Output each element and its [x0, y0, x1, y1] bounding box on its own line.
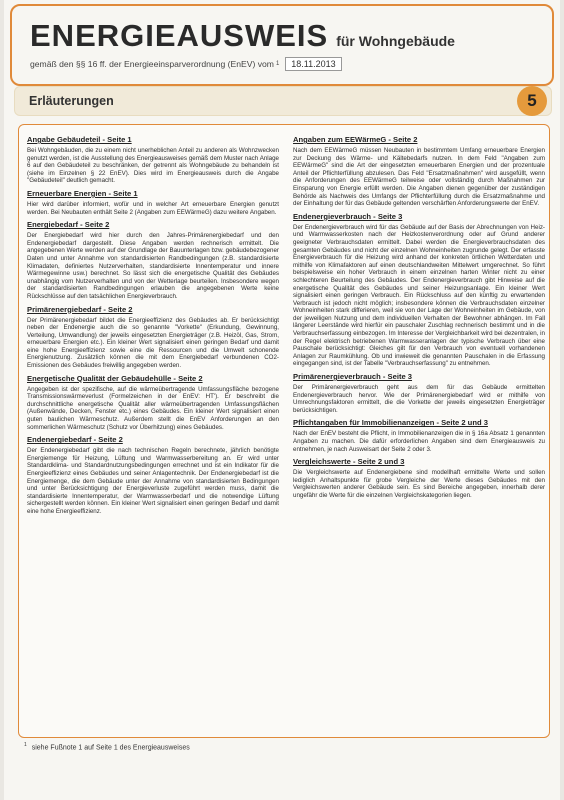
section-heading: Primärenergiebedarf - Seite 2	[27, 304, 133, 314]
section-text: Hier wird darüber informiert, wofür und in welcher Art erneuerbare Energien genutzt werden. Bei Neubauten enthält Seite 2 (Angaben zum EEWärmeG) dazu weitere Angaben.	[27, 200, 279, 216]
section-heading: Angabe Gebäudeteil - Seite 1	[27, 135, 132, 144]
section-text: Der Endenergieverbrauch wird für das Gebäude auf der Basis der Abrechnungen von Heiz- und Warmwasserkosten nach der Heizkostenverordnung oder auf Grund anderer geeigneter Verbrauchsdaten ermittelt. Dabei werden die Energieverbrauchsdaten des gesamten Gebäudes und nicht der einzelnen Wohneinheiten zugrunde gelegt. Der erfasste Energieverbrauch für die Heizung wird anhand der konkreten örtlichen Wetterdaten und mithilfe von Klimafaktoren auf einen deutschlandweiten Mittelwert umgerechnet. So führt beispielsweise ein hoher Verbrauch in einem einzelnen harten Winter nicht zu einer schlechteren Beurteilung des Gebäudes. Der Endenergieverbrauch gibt Hinweise auf die energetische Qualität des Gebäudes und seiner Heizungsanlage. Ein kleiner Wert signalisiert einen geringen Verbrauch. Ein Rückschluss auf den künftig zu erwartenden Verbrauch ist jedoch nicht möglich; insbesondere können die Verbrauchsdaten einzelner Wohneinheiten stark differieren, weil sie von der Lage der Wohneinheiten im Gebäude, von der jeweiligen Nutzung und dem individuellen Verhalten der Bewohner abhängen. Im Fall längerer Leerstände wird hierfür ein pauschaler Zuschlag rechnerisch bestimmt und in die Verbrauchserfassung einbezogen. Im Interesse der Vergleichbarkeit wird bei dezentralen, in der Regel elektrisch betriebenen Warmwasseranlagen der typische Verbrauch über eine Pauschale berücksichtigt: Gleiches gilt für den Verbrauch von eventuell vorhandenen Anlagen zur Raumkühlung. Ob und inwieweit die genannten Pauschalen in die Erfassung eingegangen sind, ist der Tabelle "Verbrauchserfassung" zu entnehmen.	[293, 223, 545, 368]
section-text: Der Endenergiebedarf gibt die nach technischen Regeln berechnete, jährlich benötigte Energiemenge für Heizung, Lüftung und Warmwasserbereitung an. Er wird unter Standardklima- und Standardnutzungsbedingungen errechnet und ist ein Indikator für die Energieeffizienz eines Gebäudes und seiner Anlagentechnik. Der Endenergiebedarf ist die Energiemenge, die dem Gebäude unter der Annahme von standardisierten Bedingungen und unter Berücksichtigung der Energieverluste zugeführt werden muss, damit die standardisierte Innentemperatur, der Warmwasserbedarf und die notwendige Lüftung sichergestellt werden können. Ein kleiner Wert signalisiert einen geringen Bedarf und damit eine hohe Energieeffizienz.	[27, 447, 279, 515]
right-column	[293, 131, 545, 504]
section-gebaeudehuelle	[27, 374, 279, 432]
section-text: Angegeben ist der spezifische, auf die wärmeübertragende Umfassungsfläche bezogene Transmissionswärmeverlust (Formelzeichen in der EnEV: HT'). Er beschreibt die durchschnittliche energetische Qualität aller wärmeübertragenden Umfassungsflächen (Außenwände, Decken, Fenster etc.) eines Gebäudes. Ein kleiner Wert signalisiert einen guten baulichen Wärmeschutz. Außerdem stellt die EnEV Anforderungen an den sommerlichen Wärmeschutz (Schutz vor Überhitzung) eines Gebäudes.	[27, 385, 279, 431]
section-text: Der Primärenergiebedarf bildet die Energieeffizienz des Gebäudes ab. Er berücksichtigt neben der Endenergie auch die so genannte "Vorkette" (Erkundung, Gewinnung, Verteilung, Umwandlung) der jeweils eingesetzten Energieträger (z.B. Heizöl, Gas, Strom, erneuerbare Energien etc.). Ein kleiner Wert signalisiert einen geringen Bedarf und damit eine hohe Energieeffizienz sowie eine die Ressourcen und die Umwelt schonende Energienutzung. Zusätzlich können die mit dem Energiebedarf verbundenen CO2-Emissionen des Gebäudes freiwillig angegeben werden.	[27, 316, 279, 370]
section-band	[14, 86, 552, 116]
section-vergleichswerte	[293, 457, 545, 499]
section-text: Nach der EnEV besteht die Pflicht, in Immobilienanzeigen die in § 16a Absatz 1 genannten Angaben zu machen. Die dafür erforderlichen Angaben sind dem Energieausweis zu entnehmen, je nach Ausweisart der Seite 2 oder 3.	[293, 430, 545, 453]
section-heading: Primärenergieverbrauch - Seite 3	[293, 372, 413, 382]
section-endenergieverbrauch	[293, 212, 545, 368]
left-column	[27, 131, 279, 520]
section-text: Der Energiebedarf wird hier durch den Jahres-Primärenergiebedarf und den Endenergiebedarf dargestellt. Diese Angaben werden rechnerisch ermittelt. Die angegebenen Werte werden auf der Grundlage der Bauunterlagen bzw. gebäudebezogener Daten und unter Annahme von standardisierten Randbedingungen (z.B. standardisierte Klimadaten, definiertes Nutzerverhalten, standardisierte Innentemperatur und innere Wärmegewinne usw.) berechnet. So lässt sich die energetische Qualität des Gebäudes unabhängig vom Nutzerverhalten und von der Wetterlage beurteilen. Insbesondere wegen der standardisierten Randbedingungen erlauben die angegebenen Werte keine Rückschlüsse auf den tatsächlichen Energieverbrauch.	[27, 232, 279, 300]
section-endenergiebedarf	[27, 435, 279, 515]
section-text: Nach dem EEWärmeG müssen Neubauten in bestimmtem Umfang erneuerbare Energien zur Deckung des Wärme- und Kältebedarfs nutzen. In dem Feld "Angaben zum EEWärmeG" sind die Art der eingesetzten erneuerbaren Energien und der prozentuale Anteil der Pflichterfüllung abzulesen. Das Feld "Ersatzmaßnahmen" wird ausgefüllt, wenn die Anforderungen des EEWärmeG teilweise oder vollständig durch Maßnahmen zur Einsparung von Energie erfüllt werden. Die Angaben dienen gegenüber der zuständigen Behörde als Nachweis des Umfangs der Pflichterfüllung durch die Ersatzmaßnahme und der Einhaltung der für das Gebäude geltenden verschärften Anforderungswerte der EnEV.	[293, 147, 545, 208]
section-primaerenergieverbrauch	[293, 372, 545, 414]
section-heading: Erneuerbare Energien - Seite 1	[27, 188, 138, 198]
section-heading: Energiebedarf - Seite 2	[27, 220, 110, 230]
footnote-mark: 1	[24, 742, 27, 748]
explanations-box	[18, 124, 550, 738]
document-page	[4, 0, 560, 800]
section-heading: Endenergiebedarf - Seite 2	[27, 435, 123, 445]
title-row	[30, 18, 455, 54]
section-text: Der Primärenergieverbrauch geht aus dem für das Gebäude ermittelten Endenergieverbrauch hervor. Wie der Primärenergiebedarf wird er mithilfe von Umrechnungsfaktoren ermittelt, die die Vorkette der jeweils eingesetzten Energieträger berücksichtigen.	[293, 384, 545, 414]
section-heading: Pflichtangaben für Immobilienanzeigen - Seite 2 und 3	[293, 418, 488, 428]
section-heading: Vergleichswerte - Seite 2 und 3	[293, 457, 405, 467]
issue-date: 18.11.2013	[285, 57, 341, 71]
section-energiebedarf	[27, 220, 279, 300]
section-heading: Angaben zum EEWärmeG - Seite 2	[293, 135, 418, 144]
footnote-text: siehe Fußnote 1 auf Seite 1 des Energieausweises	[31, 744, 190, 752]
section-erneuerbare-energien	[27, 189, 279, 216]
page-number-badge: 5	[517, 86, 547, 116]
legal-basis-line	[30, 57, 342, 71]
section-text: Bei Wohngebäuden, die zu einem nicht unerheblichen Anteil zu anderen als Wohnzwecken genutzt werden, ist die Ausstellung des Energieausweises gemäß dem Muster nach Anlage 6 auf den Gebäudeteil zu beschränken, der getrennt als Wohngebäude zu behandeln ist (siehe im Einzelnen § 22 EnEV). Dies wird im Energieausweis durch die Angabe "Gebäudeteil" deutlich gemacht.	[27, 147, 279, 185]
section-pflichtangaben	[293, 418, 545, 453]
section-heading: Endenergieverbrauch - Seite 3	[293, 211, 403, 221]
section-eewaermeg	[293, 135, 545, 208]
section-text: Die Vergleichswerte auf Endenergiebene sind modellhaft ermittelte Werte und sollen lediglich Anhaltspunkte für grobe Vergleiche der Werte dieses Gebäudes mit den Vergleichswerten anderer Gebäude sein. Es sind Bereiche angegeben, innerhalb derer ungefähr die Werte für die einzelnen Vergleichskategorien liegen.	[293, 469, 545, 499]
section-title: Erläuterungen	[29, 94, 114, 108]
section-primaerenergiebedarf	[27, 305, 279, 370]
section-heading: Energetische Qualität der Gebäudehülle - Seite 2	[27, 373, 203, 383]
legal-footnote-mark: 1	[275, 61, 280, 67]
document-title: ENERGIEAUSWEIS	[30, 18, 329, 53]
section-gebaeudeteil	[27, 135, 279, 185]
page-footnote	[24, 742, 190, 751]
legal-text: gemäß den §§ 16 ff. der Energieeinsparverordnung (EnEV) vom	[30, 59, 274, 69]
document-subtitle: für Wohngebäude	[336, 33, 455, 49]
